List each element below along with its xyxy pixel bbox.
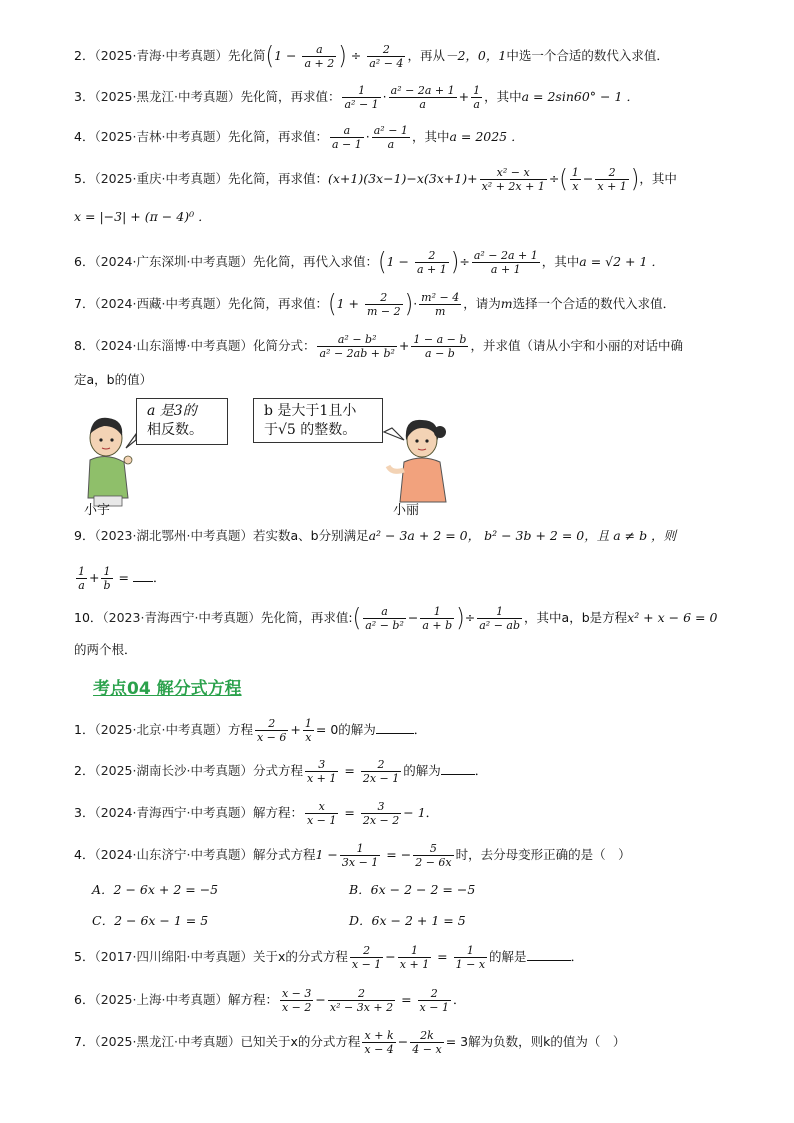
- problem-source: （2025·青海·中考真题）: [94, 48, 228, 63]
- speech-bubble-left: a 是3的 相反数。: [136, 398, 228, 445]
- problem-2: 2．（2025·青海·中考真题）先化简(1 − $\frac{a}{a + 2}$ ) ÷ $\frac{2}{\text{a² − 4}}$ ，再从－2，0，1中选一个合适的数代入求值．: [74, 41, 669, 71]
- boy-figure: [88, 418, 132, 506]
- answer-blank: [441, 774, 475, 775]
- eq-problem-1: 1．（2025·北京·中考真题）方程 $\frac{2}{x - 6}$ + $\frac{1}{x}$ = 0的解为 ．: [74, 717, 427, 744]
- problem-5: 5．（2025·重庆·中考真题）先化简，再求值：(x+1)(3x−1)−x(3x+1)+ $\frac{\text{x² − x}}{\text{x² + 2x + 1}}$ ÷( $\frac{1}{x}$ − $\frac{2}{x + 1}$ )，其中: [74, 164, 677, 194]
- answer-blank: [133, 581, 153, 582]
- problem-4: 4．（2025·吉林·中考真题）先化简，再求值： $\frac{a}{a - 1}$ · $\frac{\text{a² − 1}}{a}$ ，其中a = 2025 ．: [74, 124, 524, 151]
- option-a[interactable]: A．2 − 6x + 2 = −5: [92, 882, 219, 897]
- eq-problem-2: 2．（2025·湖南长沙·中考真题）分式方程 $\frac{3}{x + 1}$ = $\frac{2}{2x - 1}$ 的解为 ．: [74, 758, 488, 785]
- problem-9: 9．（2023·湖北鄂州·中考真题）若实数a、b分别满足a² − 3a + 2 = 0， b² − 3b + 2 = 0，且 a ≠ b ，则: [74, 528, 677, 543]
- problem-number: 2．: [74, 48, 95, 63]
- section-title: 考点04 解分式方程: [93, 679, 242, 699]
- answer-blank: [376, 733, 414, 734]
- problem-6: 6．（2024·广东深圳·中考真题）先化简，再代入求值：(1 − $\frac{2}{a + 1}$ )÷ $\frac{\text{a² − 2a + 1}}{a + 1}$ ，其中a = √2 + 1 ．: [74, 247, 664, 277]
- eq-problem-6: 6．（2025·上海·中考真题）解方程： $\frac{x - 3}{x - 2}$ − $\frac{2}{\text{x² − 3x + 2}}$ = $\frac{2}{x - 1}$ ．: [74, 987, 466, 1014]
- name-xiaoyu: 小宇: [84, 503, 111, 518]
- eq-problem-5: 5．（2017·四川绵阳·中考真题）关于x的分式方程 $\frac{2}{x - 1}$ − $\frac{1}{x + 1}$ = $\frac{1}{1 - x}$ 的解是 ．: [74, 944, 584, 971]
- answer-blank: [527, 960, 571, 961]
- problem-7: 7．（2024·西藏·中考真题）先化简，再求值：(1 + $\frac{2}{m - 2}$ )· $\frac{\text{m² − 4}}{m}$ ，请为m选择一个合适的数代入求值．: [74, 289, 676, 319]
- problem-8-cont: 定a，b的值）: [74, 372, 153, 387]
- problem-10-cont: 的两个根．: [74, 642, 137, 657]
- option-d[interactable]: D．6x − 2 + 1 = 5: [349, 913, 466, 928]
- problem-9-cont: $\frac{1}{a}$ + $\frac{1}{b}$ = ．: [78, 565, 166, 592]
- option-b[interactable]: B．6x − 2 − 2 = −5: [349, 882, 476, 897]
- eq-problem-4: 4．（2024·山东济宁·中考真题）解分式方程1 − $\frac{1}{3x - 1}$ = − $\frac{5}{2 - 6x}$ 时，去分母变形正确的是（ ）: [74, 842, 631, 869]
- eq-problem-3: 3．（2024·青海西宁·中考真题）解方程： $\frac{x}{x - 1}$ = $\frac{3}{2x - 2}$ − 1．: [74, 800, 439, 827]
- problem-3: 3．（2025·黑龙江·中考真题）先化简，再求值： $\frac{1}{\text{a² − 1}}$ · $\frac{\text{a² − 2a + 1}}{a}$ + $\frac{1}{a}$ ，其中a = 2sin60° − 1 ．: [74, 84, 639, 111]
- problem-8: 8．（2024·山东淄博·中考真题）化简分式： $\frac{\text{a² − b²}}{\text{a² − 2ab + b²}}$ + $\frac{1 - a - b}{a - b}$ ，并求值（请从小宇和小丽的对话中确: [74, 333, 683, 360]
- option-c[interactable]: C．2 − 6x − 1 = 5: [92, 913, 209, 928]
- name-xiaoli: 小丽: [393, 503, 420, 518]
- speech-bubble-right: b 是大于1且小 于√5 的整数。: [253, 398, 383, 443]
- problem-10: 10．（2023·青海西宁·中考真题）先化简，再求值:( $\frac{a}{\text{a² − b²}}$ − $\frac{1}{a + b}$ )÷ $\frac{1}{\text{a² − ab}}$ ，其中a，b是方程x² + x − 6 = 0: [74, 603, 718, 633]
- eq-problem-7: 7．（2025·黑龙江·中考真题）已知关于x的分式方程 $\frac{x + k}{x - 4}$ − $\frac{2k}{4 - x}$ = 3解为负数，则k的值为（ ）: [74, 1029, 626, 1056]
- problem-5-cont: x = |−3| + (π − 4)⁰ ．: [74, 209, 211, 224]
